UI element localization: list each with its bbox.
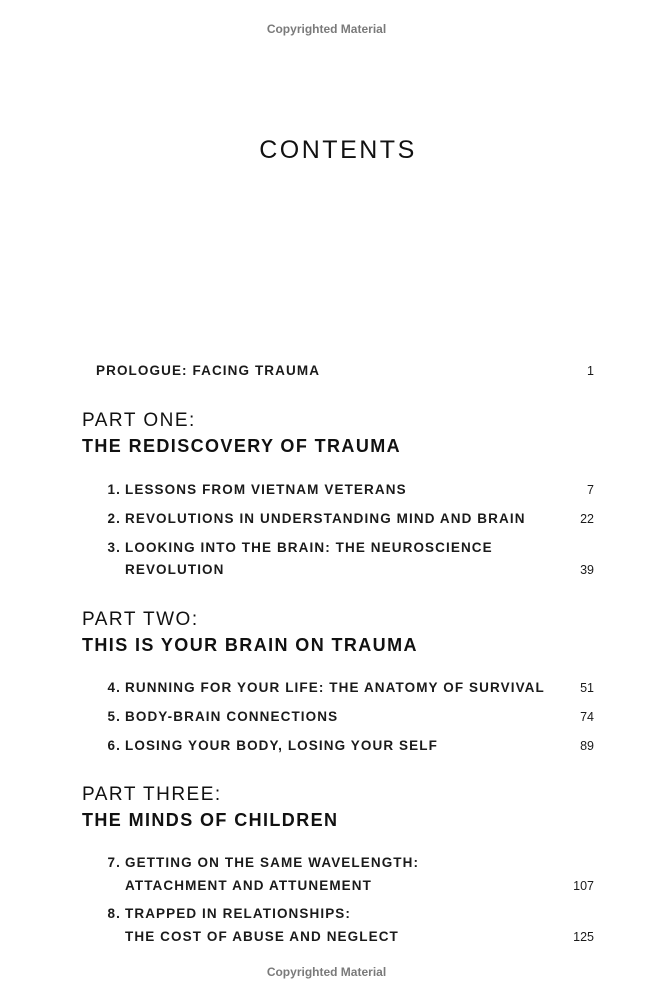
chapter-5-number: 5.: [107, 709, 121, 724]
part-one-label: PART ONE:: [82, 410, 196, 431]
chapter-1-number: 1.: [107, 482, 121, 497]
part-two-title: THIS IS YOUR BRAIN ON TRAUMA: [82, 635, 418, 655]
chapter-4-number: 4.: [107, 680, 121, 695]
chapter-1-page: 7: [587, 483, 594, 497]
chapter-8-page: 125: [573, 930, 594, 944]
chapter-7-title-line-1: GETTING ON THE SAME WAVELENGTH:: [125, 855, 420, 870]
chapter-2-title: REVOLUTIONS IN UNDERSTANDING MIND AND BRAIN: [125, 511, 526, 526]
chapter-5-title: BODY-BRAIN CONNECTIONS: [125, 709, 339, 724]
chapter-6-page: 89: [580, 739, 594, 753]
part-three-title: THE MINDS OF CHILDREN: [82, 810, 339, 830]
chapter-6-title: LOSING YOUR BODY, LOSING YOUR SELF: [125, 738, 438, 753]
part-three-label: PART THREE:: [82, 784, 222, 805]
chapter-7-number: 7.: [107, 855, 121, 870]
chapter-3-page: 39: [580, 563, 594, 577]
chapter-1-title: LESSONS FROM VIETNAM VETERANS: [125, 482, 407, 497]
chapter-8-title-line-2: THE COST OF ABUSE AND NEGLECT: [125, 929, 399, 944]
copyright-watermark-top: Copyrighted Material: [266, 22, 387, 36]
chapter-2-page: 22: [580, 512, 594, 526]
prologue-page: 1: [587, 364, 594, 378]
chapter-4-title: RUNNING FOR YOUR LIFE: THE ANATOMY OF SURVIVAL: [125, 680, 545, 695]
chapter-8-title-line-1: TRAPPED IN RELATIONSHIPS:: [125, 906, 352, 921]
contents-heading: CONTENTS: [259, 136, 417, 164]
chapter-3-number: 3.: [107, 540, 121, 555]
part-one-title: THE REDISCOVERY OF TRAUMA: [82, 436, 402, 456]
chapter-3-title-line-2: REVOLUTION: [125, 562, 225, 577]
chapter-5-page: 74: [580, 710, 594, 724]
chapter-2-number: 2.: [107, 511, 121, 526]
chapter-4-page: 51: [580, 681, 594, 695]
copyright-watermark-bottom: Copyrighted Material: [266, 965, 387, 979]
prologue-title: PROLOGUE: FACING TRAUMA: [96, 363, 321, 378]
chapter-3-title-line-1: LOOKING INTO THE BRAIN: THE NEUROSCIENCE: [125, 540, 493, 555]
chapter-7-page: 107: [573, 879, 594, 893]
part-two-label: PART TWO:: [82, 609, 199, 630]
chapter-6-number: 6.: [107, 738, 121, 753]
chapter-7-title-line-2: ATTACHMENT AND ATTUNEMENT: [125, 878, 372, 893]
chapter-8-number: 8.: [107, 906, 121, 921]
